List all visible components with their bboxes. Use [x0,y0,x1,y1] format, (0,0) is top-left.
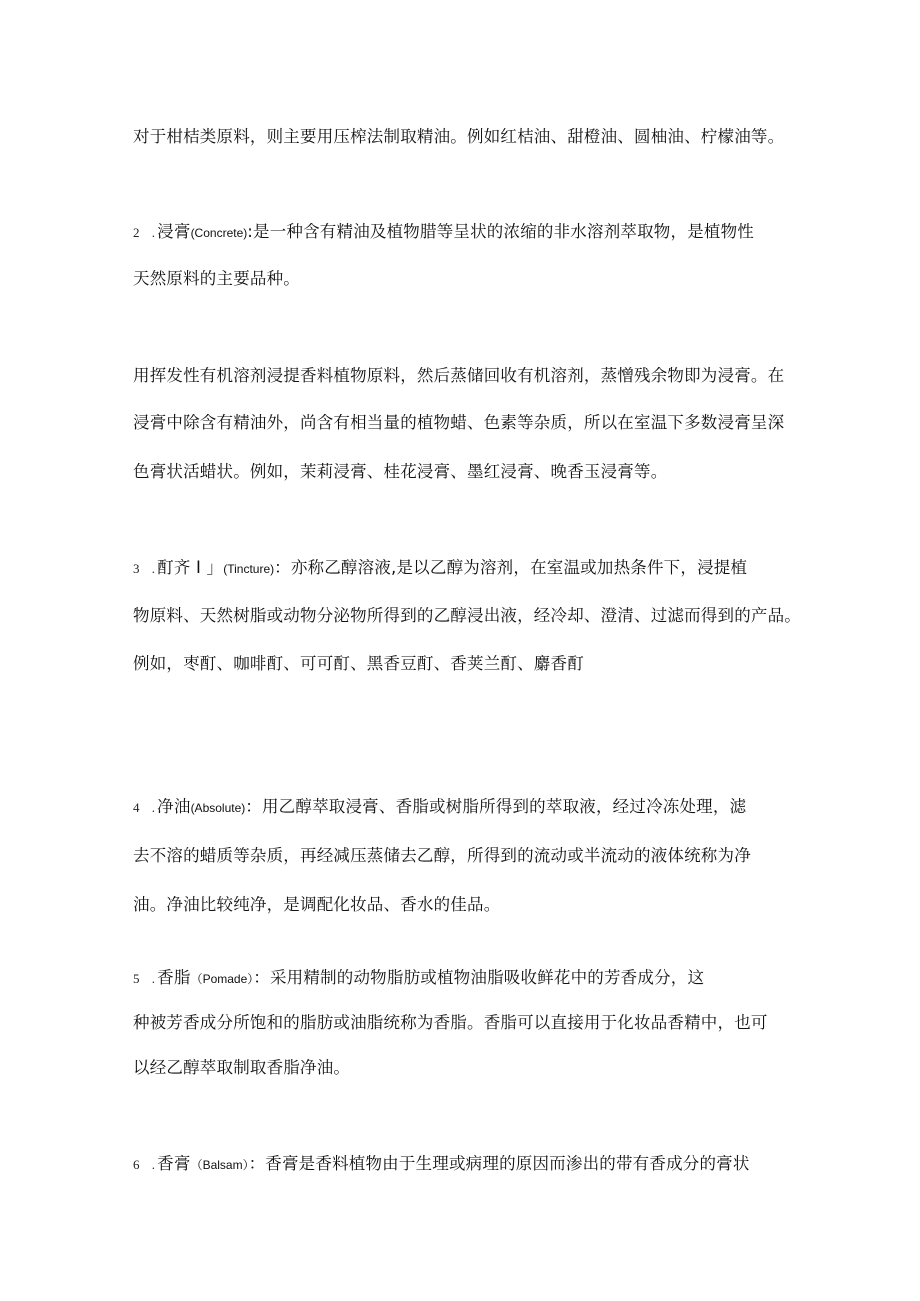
section-title: 酊齐 I 」 [157,558,224,577]
section-number: 5 . [133,971,156,986]
section-title: 净油 [157,797,191,816]
section-pomade-heading-line [133,967,704,990]
section-number: 3 . [133,561,156,576]
section-number: 4 . [133,800,156,815]
paragraph-citrus-line-1: 对于柑桔类原料，则主要用压榨法制取精油。例如红桔油、甜橙油、圆柚油、柠檬油等。 [133,127,785,146]
section-definition: ：亦称乙醇溶液,是以乙醇为溶剂，在室温或加热条件下，浸提植 [274,558,748,577]
section-balsam-heading-line [133,1153,750,1176]
concrete-detail-line-1: 用挥发性有机溶剂浸提香料植物原料，然后蒸储回收有机溶剂，蒸憎残余物即为浸膏。在 [133,366,785,385]
section-tincture-line-2: 物原料、天然树脂或动物分泌物所得到的乙醇浸出液，经冷却、澄清、过滤而得到的产品。 [133,606,801,625]
section-definition: :是一种含有精油及植物腊等呈状的浓缩的非水溶剂萃取物，是植物性 [247,222,755,241]
section-definition: ：香膏是香料植物由于生理或病理的原因而渗出的带有香成分的膏状 [248,1154,750,1173]
concrete-detail-line-3: 色膏状活蜡状。例如，茉莉浸膏、桂花浸膏、墨红浸膏、晚香玉浸膏等。 [133,462,668,481]
section-absolute-line-3: 油。净油比较纯净，是调配化妆品、香水的佳品。 [133,895,501,914]
section-latin-term: （Pomade） [190,972,254,986]
section-tincture-line-3: 例如，枣酊、咖啡酊、可可酊、黑香豆酊、香荚兰酊、麝香酊 [133,654,584,673]
section-latin-term: (Tincture) [223,562,275,576]
section-latin-term: （Balsam） [190,1158,249,1172]
section-absolute-heading-line [133,796,746,819]
section-title: 香脂 [157,968,191,987]
section-latin-term: (Concrete) [190,226,248,240]
section-concrete-heading-line [133,221,754,244]
section-concrete-line-2: 天然原料的主要品种。 [133,269,300,288]
section-tincture-heading-line [133,557,747,580]
section-definition: ：用乙醇萃取浸膏、香脂或树脂所得到的萃取液，经过冷冻处理，滤 [245,797,747,816]
section-definition: ：采用精制的动物脂肪或植物油脂吸收鲜花中的芳香成分，这 [253,968,705,987]
section-number: 2 . [133,225,156,240]
section-number: 6 . [133,1157,156,1172]
section-absolute-line-2: 去不溶的蜡质等杂质，再经减压蒸储去乙醇，所得到的流动或半流动的液体统称为净 [133,846,751,865]
concrete-detail-line-2: 浸膏中除含有精油外，尚含有相当量的植物蜡、色素等杂质，所以在室温下多数浸膏呈深 [133,413,785,432]
section-title: 香膏 [157,1154,191,1173]
section-title: 浸膏 [157,222,191,241]
section-latin-term: (Absolute) [190,801,246,815]
section-pomade-line-3: 以经乙醇萃取制取香脂净油。 [133,1058,351,1077]
section-pomade-line-2: 种被芳香成分所饱和的脂肪或油脂统称为香脂。香脂可以直接用于化妆品香精中，也可 [133,1013,768,1032]
